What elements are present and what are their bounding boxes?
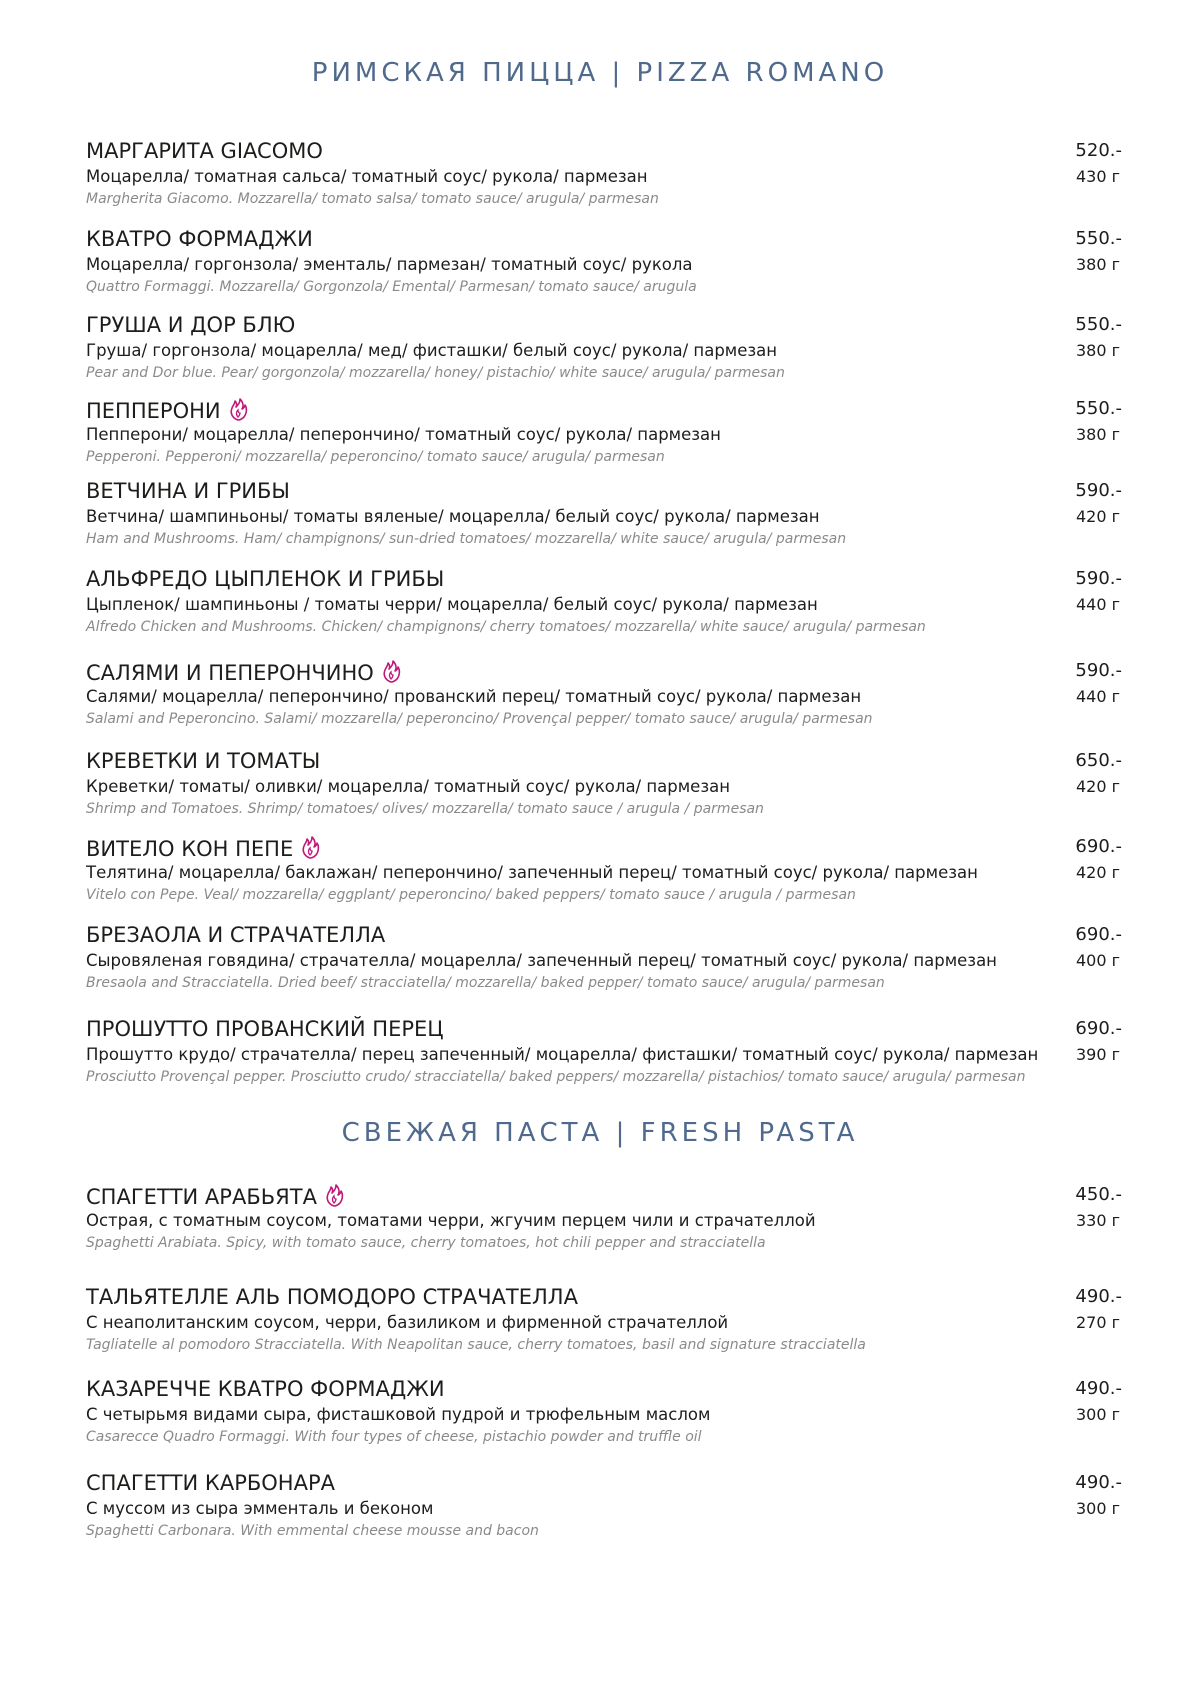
item-name [86,566,444,592]
item-description-ru: Креветки/ томаты/ оливки/ моцарелла/ томатный соус/ рукола/ пармезан [86,777,730,796]
section-title-pizza: РИМСКАЯ ПИЦЦА | PIZZA ROMANO [311,58,889,88]
item-weight: 300 г [1075,1499,1120,1518]
item-description-en: Shrimp and Tomatoes. Shrimp/ tomatoes/ olives/ mozzarella/ tomato sauce / arugula / parmesan [86,801,764,817]
item-name-text: ВИТЕЛО КОН ПЕПЕ [86,837,294,861]
item-description-ru: С четырьмя видами сыра, фисташковой пудрой и трюфельным маслом [86,1405,711,1424]
item-description-ru: Острая, с томатным соусом, томатами черри, жгучим перцем чили и страчателлой [86,1211,816,1230]
item-description-ru: Ветчина/ шампиньоны/ томаты вяленые/ моцарелла/ белый соус/ рукола/ пармезан [86,507,820,526]
item-price: 550.- [1075,228,1122,249]
item-description-en: Spaghetti Carbonara. With emmental cheese mousse and bacon [86,1523,539,1539]
item-name [86,1470,335,1496]
item-name-text: КВАТРО ФОРМАДЖИ [86,227,313,251]
item-description-en: Ham and Mushrooms. Ham/ champignons/ sun-dried tomatoes/ mozzarella/ white sauce/ arugula/ parmesan [86,531,847,547]
item-description-ru: Телятина/ моцарелла/ баклажан/ пеперончино/ запеченный перец/ томатный соус/ рукола/ пармезан [86,863,978,882]
item-name [86,748,320,774]
item-description-ru: С муссом из сыра эмменталь и беконом [86,1499,434,1518]
menu-item [86,566,1126,646]
item-description-en: Alfredo Chicken and Mushrooms. Chicken/ champignons/ cherry tomatoes/ mozzarella/ white sauce/ arugula/ parmesan [86,619,926,635]
section-title-pasta: СВЕЖАЯ ПАСТА | FRESH PASTA [341,1118,859,1148]
item-name [86,1284,578,1310]
chili-icon [227,396,249,422]
item-description-en: Salami and Peperoncino. Salami/ mozzarella/ peperoncino/ Provençal pepper/ tomato sauce/ arugula/ parmesan [86,711,873,727]
item-name-text: САЛЯМИ И ПЕПЕРОНЧИНО [86,661,374,685]
item-name-text: СПАГЕТТИ АРАБЬЯТА [86,1185,317,1209]
item-weight: 300 г [1075,1405,1120,1424]
item-description-ru: С неаполитанским соусом, черри, базиликом и фирменной страчателлой [86,1313,729,1332]
item-weight: 400 г [1075,951,1120,970]
item-description-en: Pear and Dor blue. Pear/ gorgonzola/ mozzarella/ honey/ pistachio/ white sauce/ arugula/ parmesan [86,365,785,381]
item-weight: 380 г [1075,341,1120,360]
item-description-en: Vitelo con Pepe. Veal/ mozzarella/ eggplant/ peperoncino/ baked peppers/ tomato sauce / arugula / parmesan [86,887,856,903]
item-description-ru: Груша/ горгонзола/ моцарелла/ мед/ фисташки/ белый соус/ рукола/ пармезан [86,341,778,360]
item-weight: 380 г [1075,255,1120,274]
item-description-en: Casarecce Quadro Formaggi. With four types of cheese, pistachio powder and truffle oil [86,1429,702,1445]
item-description-en: Bresaola and Stracciatella. Dried beef/ stracciatella/ mozzarella/ baked pepper/ tomato sauce/ arugula/ parmesan [86,975,885,991]
item-price: 490.- [1075,1286,1122,1307]
menu-item [86,1016,1126,1096]
item-name [86,1182,345,1210]
item-name [86,1016,444,1042]
item-name [86,396,249,424]
item-weight: 420 г [1075,507,1120,526]
item-description-ru: Сыровяленая говядина/ страчателла/ моцарелла/ запеченный перец/ томатный соус/ рукола/ пармезан [86,951,997,970]
item-price: 690.- [1075,924,1122,945]
item-name [86,226,313,252]
item-description-en: Quattro Formaggi. Mozzarella/ Gorgonzola/ Emental/ Parmesan/ tomato sauce/ arugula [86,279,697,295]
item-name [86,834,321,862]
item-name-text: ТАЛЬЯТЕЛЛЕ АЛЬ ПОМОДОРО СТРАЧАТЕЛЛА [86,1285,578,1309]
item-description-en: Pepperoni. Pepperoni/ mozzarella/ peperoncino/ tomato sauce/ arugula/ parmesan [86,449,665,465]
item-price: 650.- [1075,750,1122,771]
item-description-ru: Моцарелла/ томатная сальса/ томатный соус/ рукола/ пармезан [86,167,648,186]
menu-item [86,312,1126,392]
item-description-en: Margherita Giacomo. Mozzarella/ tomato salsa/ tomato sauce/ arugula/ parmesan [86,191,659,207]
menu-item [86,478,1126,558]
menu-item [86,1376,1126,1456]
item-weight: 390 г [1075,1045,1120,1064]
item-price: 550.- [1075,314,1122,335]
item-price: 590.- [1075,568,1122,589]
item-weight: 420 г [1075,863,1120,882]
item-name-text: СПАГЕТТИ КАРБОНАРА [86,1471,335,1495]
item-name-text: КРЕВЕТКИ И ТОМАТЫ [86,749,321,773]
item-description-en: Prosciutto Provençal pepper. Prosciutto crudo/ stracciatella/ baked peppers/ mozzarella/ pistachios/ tomato sauce/ arugula/ parmesan [86,1069,1026,1085]
item-price: 690.- [1075,836,1122,857]
menu-item [86,1284,1126,1364]
item-description-ru: Пепперони/ моцарелла/ пеперончино/ томатный соус/ рукола/ пармезан [86,425,721,444]
item-name [86,1376,445,1402]
item-price: 590.- [1075,660,1122,681]
item-price: 590.- [1075,480,1122,501]
menu-item [86,1182,1126,1262]
item-price: 450.- [1075,1184,1122,1205]
menu-item [86,658,1126,738]
item-price: 520.- [1075,140,1122,161]
item-name-text: ВЕТЧИНА И ГРИБЫ [86,479,290,503]
item-description-ru: Прошутто крудо/ страчателла/ перец запеченный/ моцарелла/ фисташки/ томатный соус/ рукола/ пармезан [86,1045,1039,1064]
item-name-text: БРЕЗАОЛА И СТРАЧАТЕЛЛА [86,923,386,947]
item-name-text: ГРУША И ДОР БЛЮ [86,313,296,337]
menu-item [86,748,1126,828]
item-name-text: ПРОШУТТО ПРОВАНСКИЙ ПЕРЕЦ [86,1017,444,1041]
item-weight: 440 г [1075,687,1120,706]
item-price: 490.- [1075,1378,1122,1399]
item-name-text: МАРГАРИТА GIACOMO [86,139,323,163]
item-description-ru: Салями/ моцарелла/ пеперончино/ прованский перец/ томатный соус/ рукола/ пармезан [86,687,862,706]
item-weight: 420 г [1075,777,1120,796]
item-weight: 270 г [1075,1313,1120,1332]
item-description-en: Tagliatelle al pomodoro Stracciatella. With Neapolitan sauce, cherry tomatoes, basil and signature stracciatella [86,1337,866,1353]
item-name-text: КАЗАРЕЧЧЕ КВАТРО ФОРМАДЖИ [86,1377,445,1401]
item-name-text: ПЕППЕРОНИ [86,399,221,423]
item-name [86,138,323,164]
item-description-en: Spaghetti Arabiata. Spicy, with tomato sauce, cherry tomatoes, hot chili pepper and stracciatella [86,1235,766,1251]
item-description-ru: Моцарелла/ горгонзола/ эменталь/ пармезан/ томатный соус/ рукола [86,255,693,274]
item-price: 490.- [1075,1472,1122,1493]
menu-item [86,138,1126,218]
item-weight: 330 г [1075,1211,1120,1230]
menu-item [86,834,1126,914]
item-weight: 430 г [1075,167,1120,186]
menu-item [86,1470,1126,1550]
chili-icon [299,834,321,860]
menu-item [86,396,1126,476]
chili-icon [380,658,402,684]
menu-item [86,226,1126,306]
item-price: 690.- [1075,1018,1122,1039]
menu-item [86,922,1126,1002]
item-name [86,922,385,948]
item-weight: 440 г [1075,595,1120,614]
chili-icon [323,1182,345,1208]
item-price: 550.- [1075,398,1122,419]
item-weight: 380 г [1075,425,1120,444]
item-name [86,658,402,686]
item-name-text: АЛЬФРЕДО ЦЫПЛЕНОК И ГРИБЫ [86,567,445,591]
item-name [86,478,290,504]
item-description-ru: Цыпленок/ шампиньоны / томаты черри/ моцарелла/ белый соус/ рукола/ пармезан [86,595,818,614]
item-name [86,312,295,338]
